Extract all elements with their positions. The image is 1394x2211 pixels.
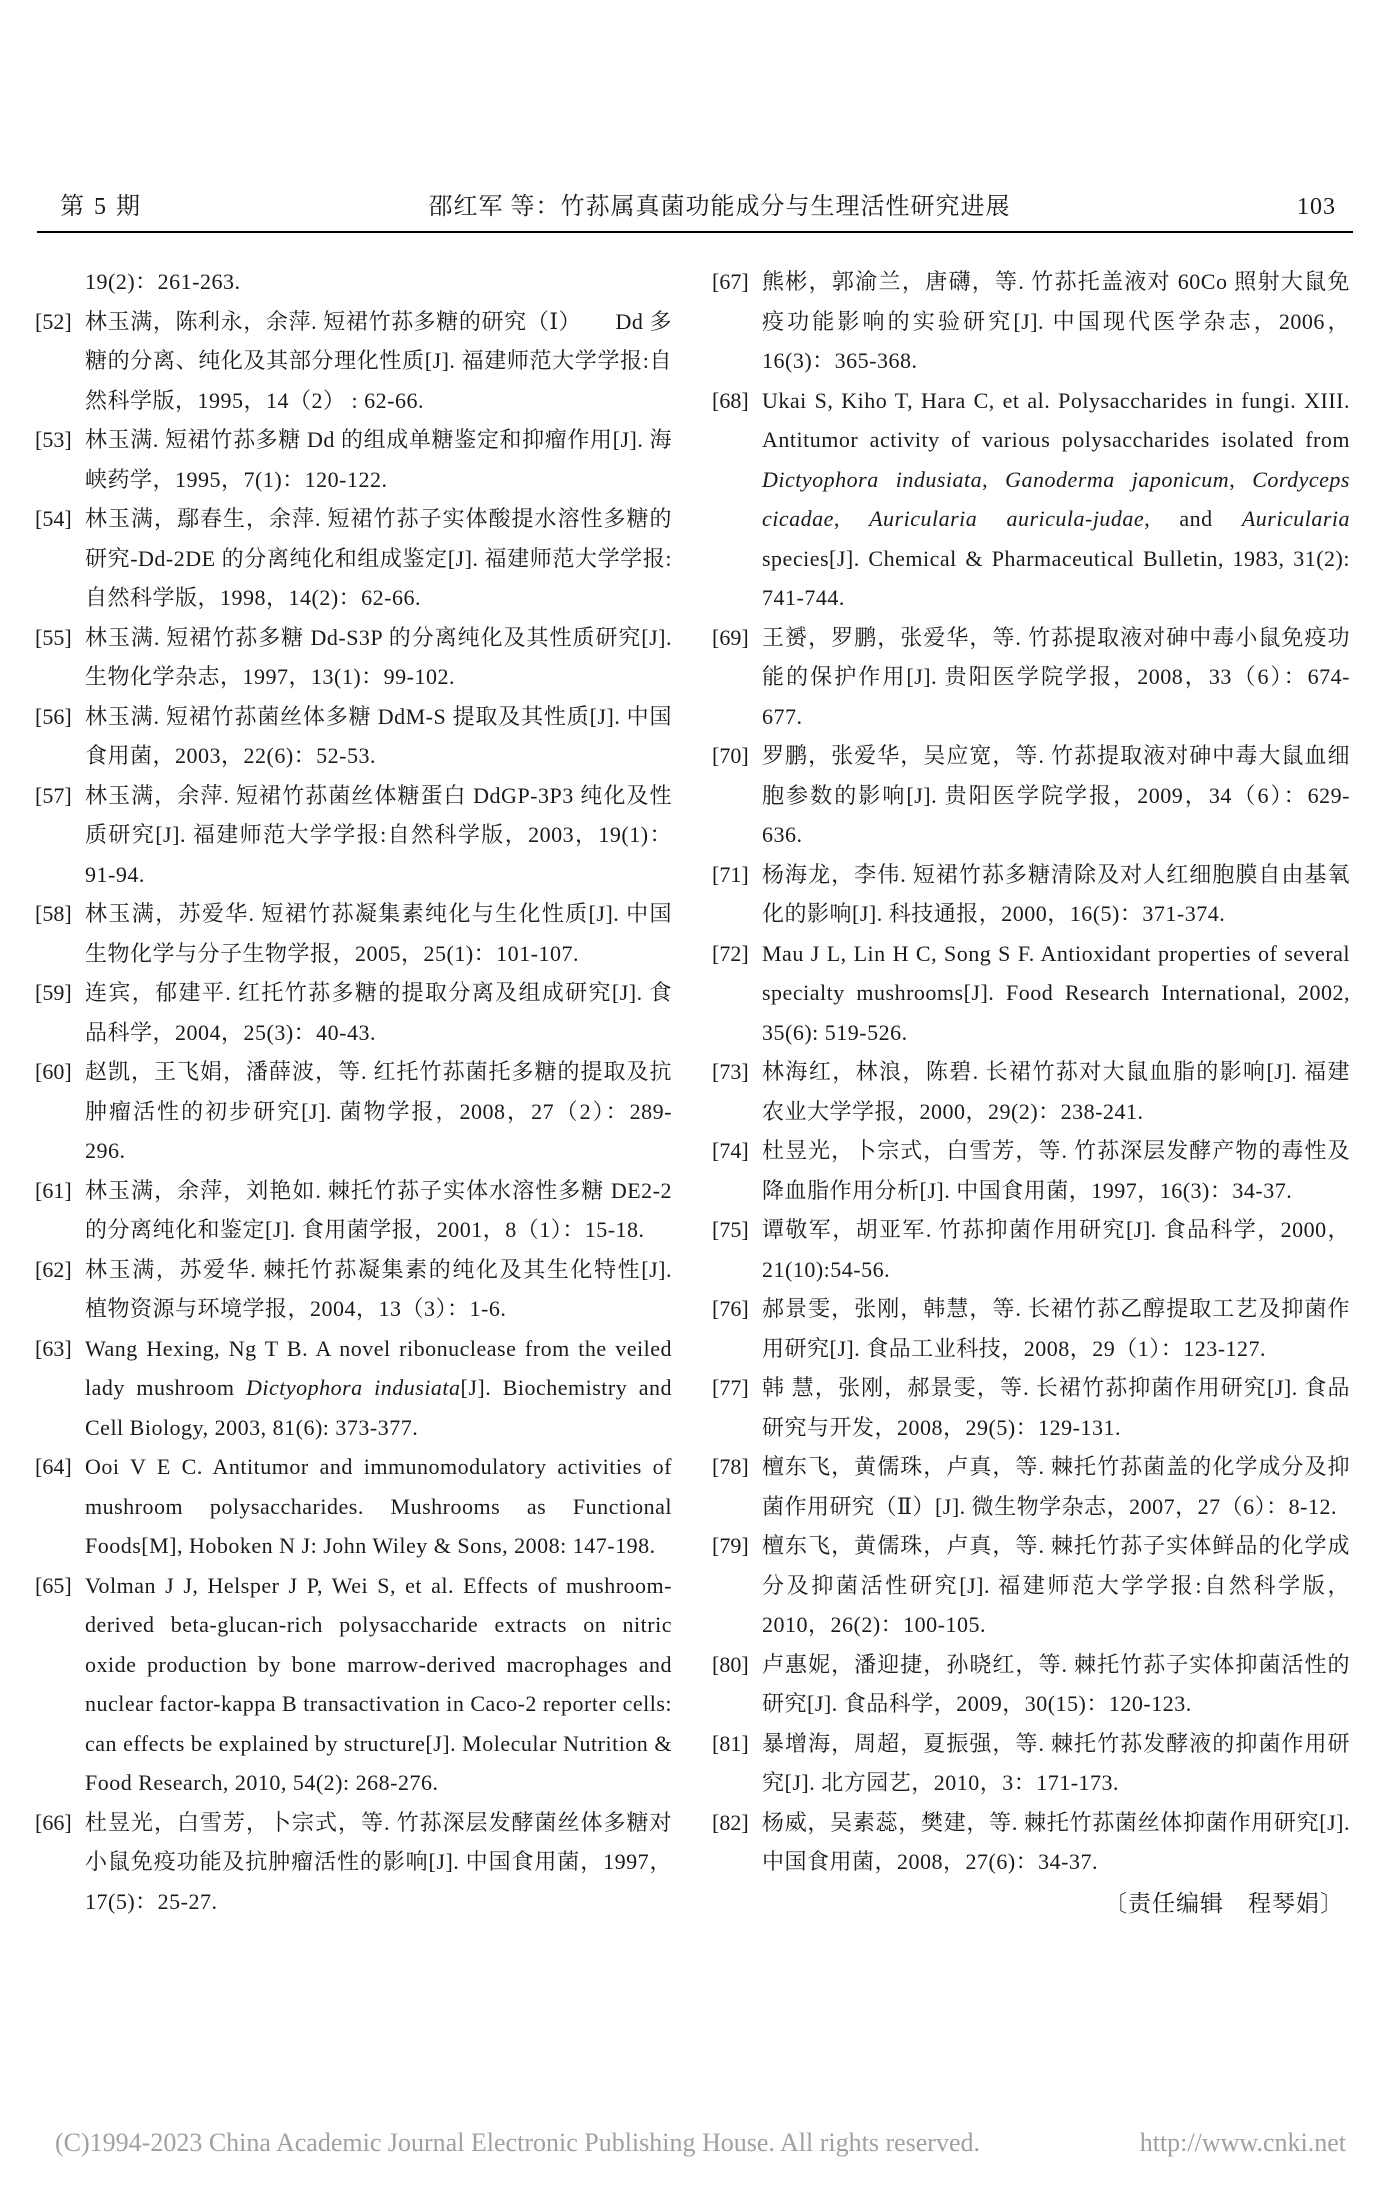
page-footer — [55, 2128, 1346, 2158]
reference-text: 檀东飞，黄儒珠，卢真，等. 棘托竹荪菌盖的化学成分及抑菌作用研究（Ⅱ）[J]. 微生物学杂志，2007，27（6）：8-12. — [762, 1454, 1350, 1519]
reference-item — [35, 499, 672, 618]
reference-number: [75] — [712, 1217, 749, 1242]
reference-text: 谭敬军，胡亚军. 竹荪抑菌作用研究[J]. 食品科学，2000，21(10):54-56. — [762, 1217, 1350, 1282]
reference-item — [35, 302, 672, 421]
references-column-right — [712, 262, 1350, 1923]
reference-number: [71] — [712, 861, 749, 887]
reference-text: Mau J L, Lin H C, Song S F. Antioxidant properties of several specialty mushrooms[J]. Food Research International, 2002, 35(6): 519-526. — [762, 940, 1350, 1045]
reference-item — [712, 618, 1350, 737]
reference-number: [66] — [35, 1809, 72, 1835]
cnki-url: http://www.cnki.net — [1139, 2128, 1346, 2157]
page-number: 103 — [1297, 194, 1336, 220]
page-header — [60, 186, 1336, 220]
reference-text: 王赟，罗鹏，张爱华，等. 竹荪提取液对砷中毒小鼠免疫功能的保护作用[J]. 贵阳医学院学报，2008，33（6）：674-677. — [762, 624, 1350, 729]
reference-text: 林玉满. 短裙竹荪多糖 Dd 的组成单糖鉴定和抑瘤作用[J]. 海峡药学，1995，7(1)：120-122. — [85, 427, 672, 492]
reference-text: 郝景雯，张刚，韩慧，等. 长裙竹荪乙醇提取工艺及抑菌作用研究[J]. 食品工业科技，2008，29（1）：123-127. — [762, 1296, 1350, 1361]
reference-item — [35, 894, 672, 973]
reference-item — [35, 1566, 672, 1803]
reference-number: [54] — [35, 506, 72, 531]
running-title: 邵红军 等：竹荪属真菌功能成分与生理活性研究进展 — [428, 194, 1011, 220]
reference-text: 杨海龙，李伟. 短裙竹荪多糖清除及对人红细胞膜自由基氧化的影响[J]. 科技通报，2000，16(5)：371-374. — [762, 861, 1350, 926]
reference-text: Wang Hexing, Ng T B. A novel ribonuclease from the veiled lady mushroom Dictyophora indusiata[J]. Biochemistry and Cell Biology, 2003, 81(6): 373-377. — [85, 1335, 672, 1440]
reference-number: [67] — [712, 269, 749, 294]
responsible-editor-note: 〔责任编辑 程琴娟〕 — [1104, 1890, 1344, 1916]
reference-item — [712, 934, 1350, 1053]
reference-number: [62] — [35, 1256, 72, 1282]
reference-number: [77] — [712, 1375, 749, 1400]
reference-text: 杜昱光，白雪芳，卜宗式，等. 竹荪深层发酵菌丝体多糖对小鼠免疫功能及抗肿瘤活性的影响[J]. 中国食用菌，1997，17(5)：25-27. — [85, 1809, 672, 1914]
reference-text: 林玉满，陈利永，余萍. 短裙竹荪多糖的研究（Ⅰ） Dd 多糖的分离、纯化及其部分理化性质[J]. 福建师范大学学报:自然科学版，1995，14（2） : 62-66. — [85, 308, 672, 413]
reference-text: 19(2)：261-263. — [85, 269, 241, 294]
reference-number: [58] — [35, 901, 72, 926]
reference-item — [35, 262, 672, 302]
reference-text: 赵凯，王飞娟，潘薛波，等. 红托竹荪菌托多糖的提取及抗肿瘤活性的初步研究[J]. 菌物学报，2008，27（2）：289-296. — [85, 1059, 672, 1163]
reference-item — [35, 973, 672, 1052]
reference-item — [712, 736, 1350, 855]
reference-item — [35, 776, 672, 895]
reference-number: [82] — [712, 1809, 749, 1835]
reference-number: [63] — [35, 1335, 72, 1361]
reference-text: 连宾，郁建平. 红托竹荪多糖的提取分离及组成研究[J]. 食品科学，2004，25(3)：40-43. — [85, 980, 672, 1045]
reference-number: [57] — [35, 782, 72, 808]
reference-item — [35, 1250, 672, 1329]
reference-text: 林玉满，余萍. 短裙竹荪菌丝体糖蛋白 DdGP-3P3 纯化及性质研究[J]. 福建师范大学学报:自然科学版，2003，19(1)：91-94. — [85, 782, 672, 887]
reference-item — [35, 697, 672, 776]
reference-text: 暴增海，周超，夏振强，等. 棘托竹荪发酵液的抑菌作用研究[J]. 北方园艺，2010，3：171-173. — [762, 1730, 1350, 1795]
reference-number: [64] — [35, 1454, 72, 1479]
reference-text: Ooi V E C. Antitumor and immunomodulatory activities of mushroom polysaccharides. Mushrooms as Functional Foods[M], Hoboken N J: John Wiley & Sons, 2008: 147-198. — [85, 1454, 672, 1558]
reference-number: [80] — [712, 1651, 749, 1677]
reference-text: 林玉满，鄢春生，余萍. 短裙竹荪子实体酸提水溶性多糖的研究-Dd-2DE 的分离纯化和组成鉴定[J]. 福建师范大学学报:自然科学版，1998，14(2)：62-66. — [85, 506, 672, 610]
reference-number: [81] — [712, 1730, 749, 1756]
reference-item — [35, 618, 672, 697]
reference-text: 林玉满. 短裙竹荪多糖 Dd-S3P 的分离纯化及其性质研究[J]. 生物化学杂志，1997，13(1)：99-102. — [85, 624, 672, 689]
reference-item — [35, 1052, 672, 1171]
reference-text: 林玉满，余萍，刘艳如. 棘托竹荪子实体水溶性多糖 DE2-2 的分离纯化和鉴定[J]. 食用菌学报，2001，8（1）：15-18. — [85, 1177, 672, 1242]
references-column-left — [35, 262, 672, 1921]
reference-text: 林玉满，苏爱华. 短裙竹荪凝集素纯化与生化性质[J]. 中国生物化学与分子生物学报，2005，25(1)：101-107. — [85, 901, 672, 966]
reference-item — [712, 1289, 1350, 1368]
reference-number: [79] — [712, 1533, 749, 1558]
reference-text: 林玉满，苏爱华. 棘托竹荪凝集素的纯化及其生化特性[J]. 植物资源与环境学报，2004，13（3）：1-6. — [85, 1256, 672, 1321]
reference-item — [35, 1329, 672, 1448]
reference-text: 卢惠妮，潘迎捷，孙晓红，等. 棘托竹荪子实体抑菌活性的研究[J]. 食品科学，2009，30(15)：120-123. — [762, 1651, 1350, 1716]
reference-number: [72] — [712, 940, 749, 966]
reference-item — [712, 1447, 1350, 1526]
reference-number: [61] — [35, 1177, 72, 1203]
reference-text: 韩 慧，张刚，郝景雯，等. 长裙竹荪抑菌作用研究[J]. 食品研究与开发，2008，29(5)：129-131. — [762, 1375, 1350, 1440]
reference-number: [52] — [35, 308, 72, 334]
reference-item — [712, 1803, 1350, 1882]
reference-number: [76] — [712, 1296, 749, 1321]
reference-number: [68] — [712, 387, 749, 413]
reference-item — [712, 855, 1350, 934]
reference-text: 罗鹏，张爱华，吴应宽，等. 竹荪提取液对砷中毒大鼠血细胞参数的影响[J]. 贵阳医学院学报，2009，34（6）：629-636. — [762, 743, 1350, 847]
reference-item — [712, 1131, 1350, 1210]
reference-item — [712, 262, 1350, 381]
reference-number: [74] — [712, 1138, 749, 1163]
reference-item — [712, 1052, 1350, 1131]
reference-number: [53] — [35, 427, 72, 452]
reference-text: 林玉满. 短裙竹荪菌丝体多糖 DdM-S 提取及其性质[J]. 中国食用菌，2003，22(6)：52-53. — [85, 703, 672, 768]
reference-item — [712, 1724, 1350, 1803]
reference-item — [712, 381, 1350, 618]
reference-number: [55] — [35, 624, 72, 650]
reference-item — [35, 1171, 672, 1250]
reference-item — [35, 1803, 672, 1922]
reference-text: Ukai S, Kiho T, Hara C, et al. Polysaccharides in fungi. XIII. Antitumor activity of various polysaccharides isolated from Dictyophora indusiata, Ganoderma japonicum, Cordyceps cicadae, Auricularia auricula-judae, and Auricularia species[J]. Chemical & Pharmaceutical Bulletin, 1983, 31(2): 741-744. — [762, 387, 1351, 610]
reference-text: 林海红，林浪，陈碧. 长裙竹荪对大鼠血脂的影响[J]. 福建农业大学学报，2000，29(2)：238-241. — [762, 1059, 1350, 1124]
copyright-notice: (C)1994-2023 China Academic Journal Electronic Publishing House. All rights reserved. — [55, 2128, 980, 2157]
reference-number: [59] — [35, 980, 72, 1005]
reference-item — [712, 1210, 1350, 1289]
reference-item — [712, 1645, 1350, 1724]
reference-number: [70] — [712, 743, 749, 768]
reference-number: [73] — [712, 1059, 749, 1084]
journal-issue-label: 第 5 期 — [60, 194, 142, 220]
reference-number: [65] — [35, 1572, 72, 1598]
reference-number: [60] — [35, 1059, 72, 1084]
reference-item — [35, 1447, 672, 1566]
header-divider-rule — [37, 231, 1353, 233]
reference-item — [35, 420, 672, 499]
reference-text: 杜昱光，卜宗式，白雪芳，等. 竹荪深层发酵产物的毒性及降血脂作用分析[J]. 中国食用菌，1997，16(3)：34-37. — [762, 1138, 1350, 1203]
reference-item — [712, 1368, 1350, 1447]
reference-text: 熊彬，郭渝兰，唐礴，等. 竹荪托盖液对 60Co 照射大鼠免疫功能影响的实验研究[J]. 中国现代医学杂志，2006，16(3)：365-368. — [762, 269, 1350, 373]
reference-number: [56] — [35, 703, 72, 729]
reference-text: 杨威，吴素蕊，樊建，等. 棘托竹荪菌丝体抑菌作用研究[J]. 中国食用菌，2008，27(6)：34-37. — [762, 1809, 1350, 1874]
reference-item — [712, 1526, 1350, 1645]
reference-number: [69] — [712, 624, 749, 650]
reference-number: [78] — [712, 1454, 749, 1479]
reference-text: Volman J J, Helsper J P, Wei S, et al. Effects of mushroom-derived beta-glucan-rich polysaccharide extracts on nitric oxide production by bone marrow-derived macrophages and nuclear factor-kappa B transactivation in Caco-2 reporter cells: can effects be explained by structure[J]. Molecular Nutrition & Food Research, 2010, 54(2): 268-276. — [85, 1572, 672, 1795]
reference-text: 檀东飞，黄儒珠，卢真，等. 棘托竹荪子实体鲜品的化学成分及抑菌活性研究[J]. 福建师范大学学报:自然科学版，2010，26(2)：100-105. — [762, 1533, 1350, 1637]
